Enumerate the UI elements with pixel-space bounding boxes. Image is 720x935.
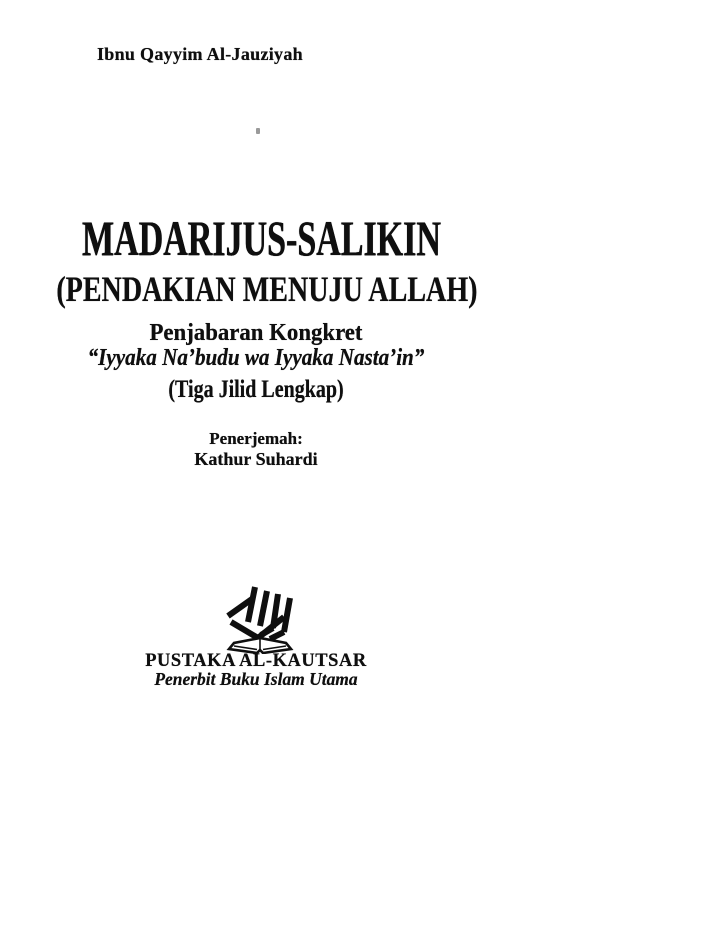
al-kautsar-calligraphy-book-logo-icon	[224, 584, 296, 654]
author-name: Ibnu Qayyim Al-Jauziyah	[97, 44, 303, 64]
tagline-penjabaran: Penjabaran Kongkret	[149, 320, 363, 346]
tagline-iyyaka-quote: “Iyyaka Na’budu wa Iyyaka Nasta’in”	[87, 345, 425, 371]
publisher-name: PUSTAKA AL-KAUTSAR	[145, 650, 367, 671]
book-title: MADARIJUS-SALIKIN	[81, 210, 441, 266]
translator-name: Kathur Suhardi	[194, 449, 318, 469]
edition-note: (Tiga Jilid Lengkap)	[168, 376, 344, 403]
publisher-tagline: Penerbit Buku Islam Utama	[154, 669, 358, 689]
scan-speck-artifact	[256, 128, 260, 134]
translator-label: Penerjemah:	[209, 429, 303, 448]
book-subtitle: (PENDAKIAN MENUJU ALLAH)	[56, 269, 478, 309]
